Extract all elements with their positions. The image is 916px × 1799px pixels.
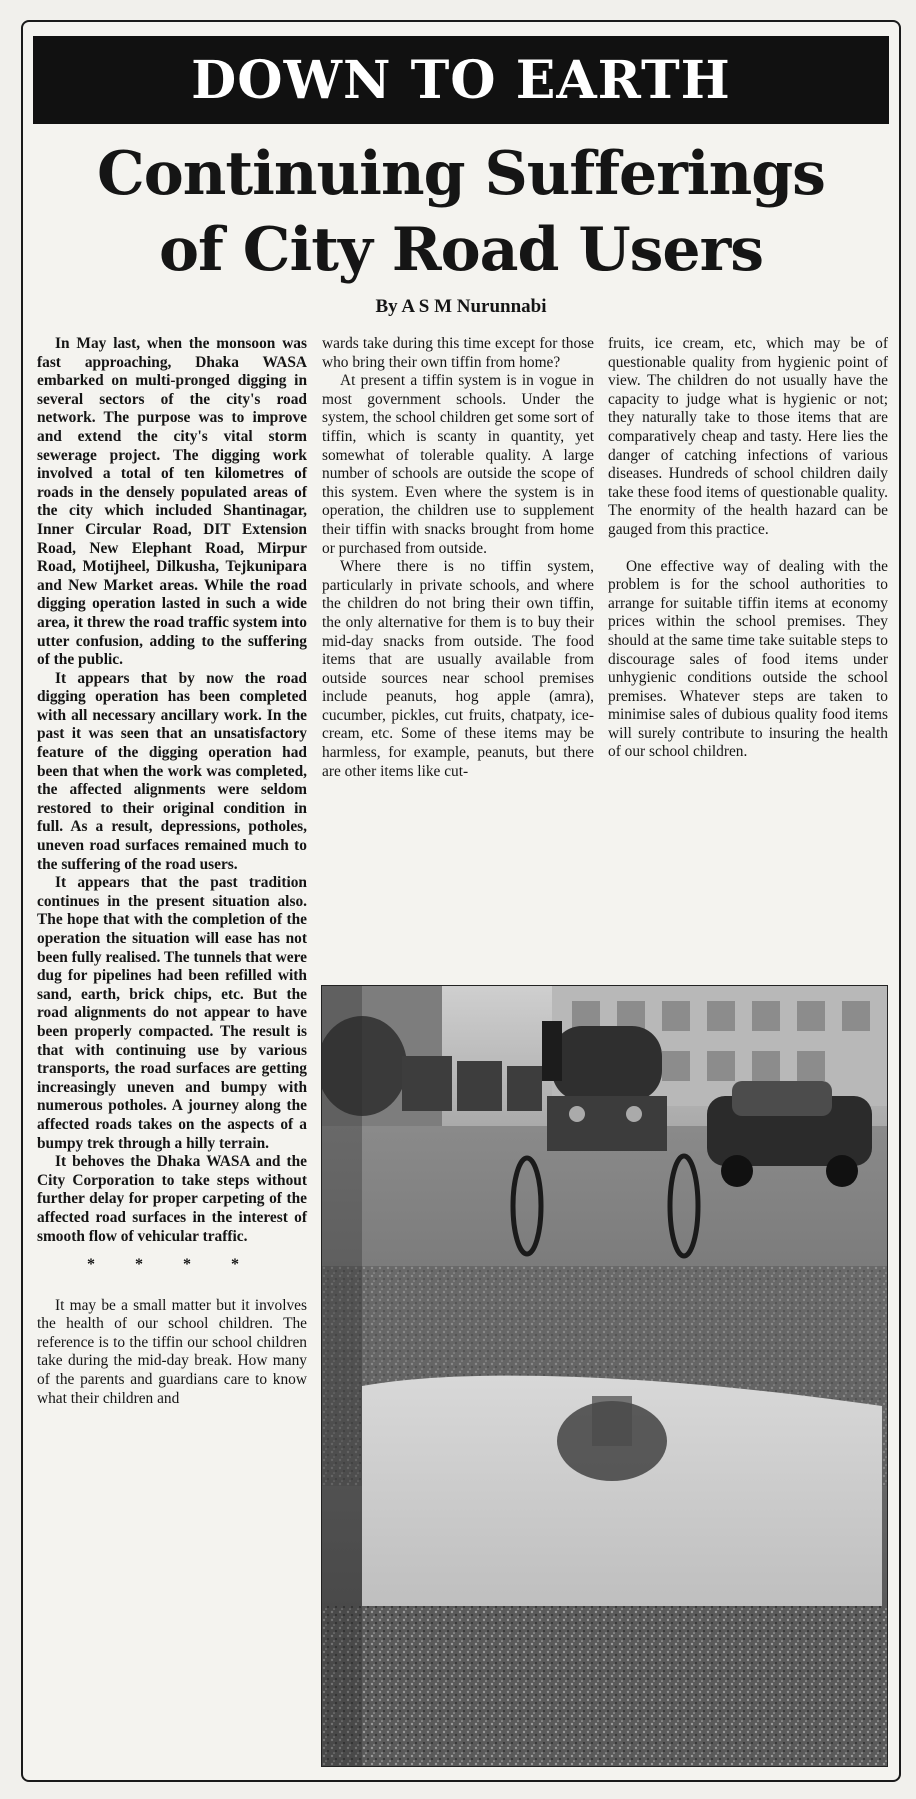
column-2 [322,335,594,781]
rickshaw-street-photo [321,985,888,1767]
photo-illustration [322,986,887,1766]
col2-paragraph-2: At present a tiffin system is in vogue in most government schools. Under the system, the school children get some sort of tiffin, which is scanty in quantity, yet somewhat of tolerable quality. A large number of schools are outside the scope of this system. Even where the system is in operation, the children use to supplement their tiffin with snacks brought from home or purchased from outside. [322,372,594,557]
col1-paragraph-1: In May last, when the monsoon was fast approaching, Dhaka WASA embarked on multi-pronged digging in several sectors of the city's road network. The purpose was to improve and extend the city's vital storm sewerage project. The digging work involved a total of ten kilometres of roads in the densely populated areas of the city which included Shantinagar, Inner Circular Road, DIT Extension Road, New Elephant Road, Mirpur Road, Motijheel, Dilkusha, Tejkunipara and New Market areas. While the road digging operation lasted in such a wide area, it threw the road traffic system into utter confusion, adding to the suffering of the public. [37,335,307,669]
headline-line-2: of City Road Users [158,215,763,285]
col2-paragraph-1: wards take during this time except for those who bring their own tiffin from home? [322,335,594,371]
column-banner: DOWN TO EARTH [33,36,889,124]
section-separator: * * * * [87,1256,257,1274]
byline: By A S M Nurunnabi [375,296,547,317]
column-1 [37,335,307,1408]
col1-paragraph-2: It appears that by now the road digging operation has been completed with all necessary ancillary work. In the past it was seen that an unsatisfactory feature of the digging operation had been that when the work was completed, the affected alignments were seldom restored to their original condition in full. As a result, depressions, potholes, uneven road surfaces remained much to the suffering of the road users. [37,669,307,873]
headline-line-1: Continuing Sufferings [97,139,825,209]
column-3 [608,335,888,762]
col3-paragraph-2: One effective way of dealing with the problem is for the school authorities to arrange for suitable tiffin items at economy prices within the school premises. They should at the same time take suitable steps to discourage sales of food items under unhygienic conditions outside the school premises. Whatever steps are taken to minimise sales of dubious quality food items will surely contribute to insuring the health of our school children. [608,557,888,761]
col1-paragraph-3: It appears that the past tradition continues in the present situation also. The hope that with the completion of the operation the situation will ease has not been fully realised. The tunnels that were dug for pipelines had been refilled with sand, earth, brick chips, etc. But the road alignments do not appear to have been properly compacted. The result is that with continuing use by various transports, the road surfaces are getting increasingly uneven and bumpy with numerous potholes. A journey along the affected roads takes on the aspects of a bumpy trek through a hilly terrain. [37,874,307,1152]
headline [33,136,889,288]
col2-paragraph-3: Where there is no tiffin system, particularly in private schools, and where the children do not bring their own tiffin, the only alternative for them is to buy their mid-day snacks from outside. The food items that are usually available from outside sources near school premises include peanuts, hog apple (amra), cucumber, pickles, cut fruits, chatpaty, ice-cream, etc. Some of these items may be harmless, for example, peanuts, but there are other items like cut- [322,558,594,780]
col1-paragraph-5: It may be a small matter but it involves the health of our school children. The reference is to the tiffin our school children take during the mid-day break. How many of the parents and guardians care to know what their children and [37,1296,307,1407]
paragraph-gap [608,540,888,558]
col3-paragraph-1: fruits, ice cream, etc, which may be of questionable quality from hygienic point of view. The children do not usually have the capacity to judge what is hygienic or not; they naturally take to those items that are comparatively cheap and tasty. Here lies the danger of catching infections of various diseases. Hundreds of school children daily take these food items of questionable quality. The enormity of the health hazard can be gauged from this practice. [608,335,888,538]
col1-paragraph-4: It behoves the Dhaka WASA and the City Corporation to take steps without further delay for proper carpeting of the affected road surfaces in the interest of smooth flow of vehicular traffic. [37,1153,307,1245]
